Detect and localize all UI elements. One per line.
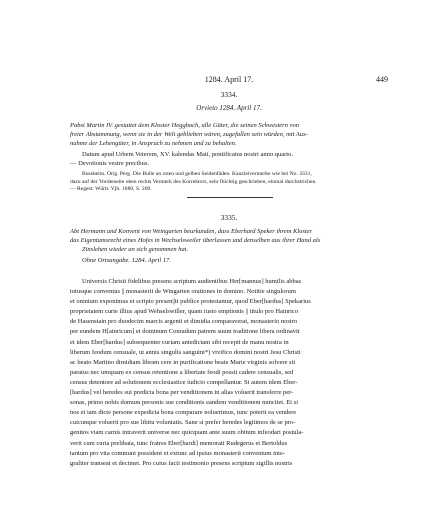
document-place-date-3334: Orvieto 1284. April 17. (196, 104, 262, 112)
document-body-3335 (70, 277, 388, 469)
body-line: totusque conventus || monasterii de Wingarten orationes in domino. Notitie singulorum (70, 288, 296, 296)
section-divider (187, 197, 273, 198)
document-dating-3334 (70, 150, 388, 168)
document-summary-3335 (70, 227, 388, 254)
body-line: liberum feodum censuale, ut annis singulis sanguini*) vivifico domini nostri Jesu Christi (70, 348, 301, 356)
dating-line: — Devotionis vestre precibus. (70, 160, 150, 167)
body-line: paratus nec umquam ex census retentione a libertate feodi possit cadere censualis, sed (70, 368, 294, 376)
summary-line: Pabst Martin IV. gestattet dem Kloster Heggbach, alle Güter, die seinen Schwestern von (70, 122, 299, 129)
summary-line: freier Abstammung, wenn sie in der Welt geblieben wären, zugefallen sein würden, mit Aus- (70, 131, 308, 138)
body-line: cuicunque voluerit pro sue libitu voluntatis. Sane si prefer heredes legitimos de se pro- (70, 419, 296, 427)
body-line: [hardus] vel heredes sui predicta bona per venditionem in alias voluerit transferre per- (70, 389, 294, 397)
body-line: ac beato Martino dimidiam libram cere in purificatione beate Marie virginis solvere sit (70, 358, 296, 366)
body-line: sonas, primo nobis domum personis sue conditionis eandem venditionem nunctiet. Et si (70, 399, 299, 407)
body-line: nos et iam dicte persone expedicta bona comparare noluerimus, tunc poterit ea vendere (70, 409, 297, 417)
document-notes-3334 (70, 171, 388, 194)
header-date: 1284. April 17. (204, 75, 254, 84)
body-line: tantum pro vita communi possident et extunc ad ipsius monasterii conventum inte- (70, 449, 286, 457)
body-line: genitos viam carnis intraverit universe nec quicquam ante suum obitum infeodari postula- (70, 429, 304, 437)
notes-line: — Regest: Württ. Vjh. 1880, S. 209. (70, 186, 152, 193)
dating-line: Datum apud Urbem Veterem, XV. kalendas Maii, pontificatus nostri anno quarto. (82, 151, 293, 158)
body-line: proprietatem curie illius apud Wehselswiller, quam iusto emptionis || titulo pro Hainrico (70, 308, 299, 316)
body-line: et omnium exponimus et scripto presen||ti publice protestamur, quod Eber[hardus] Spekarius (70, 298, 311, 306)
running-header (70, 75, 388, 87)
notes-line: dazu auf der Vorderseite oben rechts Vermerk des Korrektors, sehr flüchtig geschrieben, einmal durchstrichen. (70, 178, 317, 185)
document-place-date-3335: Ohne Ortsangabe. 1284. April 17. (82, 257, 171, 264)
summary-line: Zinslehen wieder an sich genommen hat. (82, 246, 189, 253)
body-line: census detentore ad solutionem ecclesiastice iudicio compellantur. Si autem idem Eber- (70, 378, 298, 386)
body-line: verit cum curia prelibata, tunc fratres Eber[hardi] memorati Rudegerus et Bertoldus (70, 439, 288, 447)
body-line: Universis Christi fidelibus presens scriptum audientibus Her[mannus] humilis abbas (82, 278, 302, 285)
summary-line: nahme der Lehengüter, in Anspruch zu nehmen und zu behalten. (70, 140, 237, 147)
document-summary-3334 (70, 121, 388, 148)
document-number-3335: 3335. (220, 213, 238, 222)
summary-line: Abt Hermann und Konvent von Weingarten beurkunden, dass Eberhard Speker ihrem Kloster (70, 228, 313, 235)
summary-line: das Eigentumsrecht eines Hofes in Wechselsweiler überlassen und denselben aus ihrer Hand als (70, 237, 321, 244)
notes-line: Bussbeim. Orig. Perg. Die Bulle an roten und gelben Seidenfäden. Kanzleivermerke wie bei No. 3331, (82, 171, 312, 177)
body-line: et idem Eber[hardus] subsequenter curiam antedictam sibi recepit de manu nostra in (70, 338, 289, 346)
body-line: de Hasenstain pro duodecim marcis argenti et dimidia comparaverat, monasterio nostro (70, 318, 298, 326)
page-number: 449 (376, 75, 388, 84)
document-number-3334: 3334. (220, 90, 238, 99)
body-line: graliter transeat et decimet. Pro cuius facti testimonio presens scriptum sigillis nostris (70, 459, 293, 467)
body-line: per eundem H[ainricum] et dominum Conradum patrem suum traditione libera ordinavit (70, 328, 300, 336)
